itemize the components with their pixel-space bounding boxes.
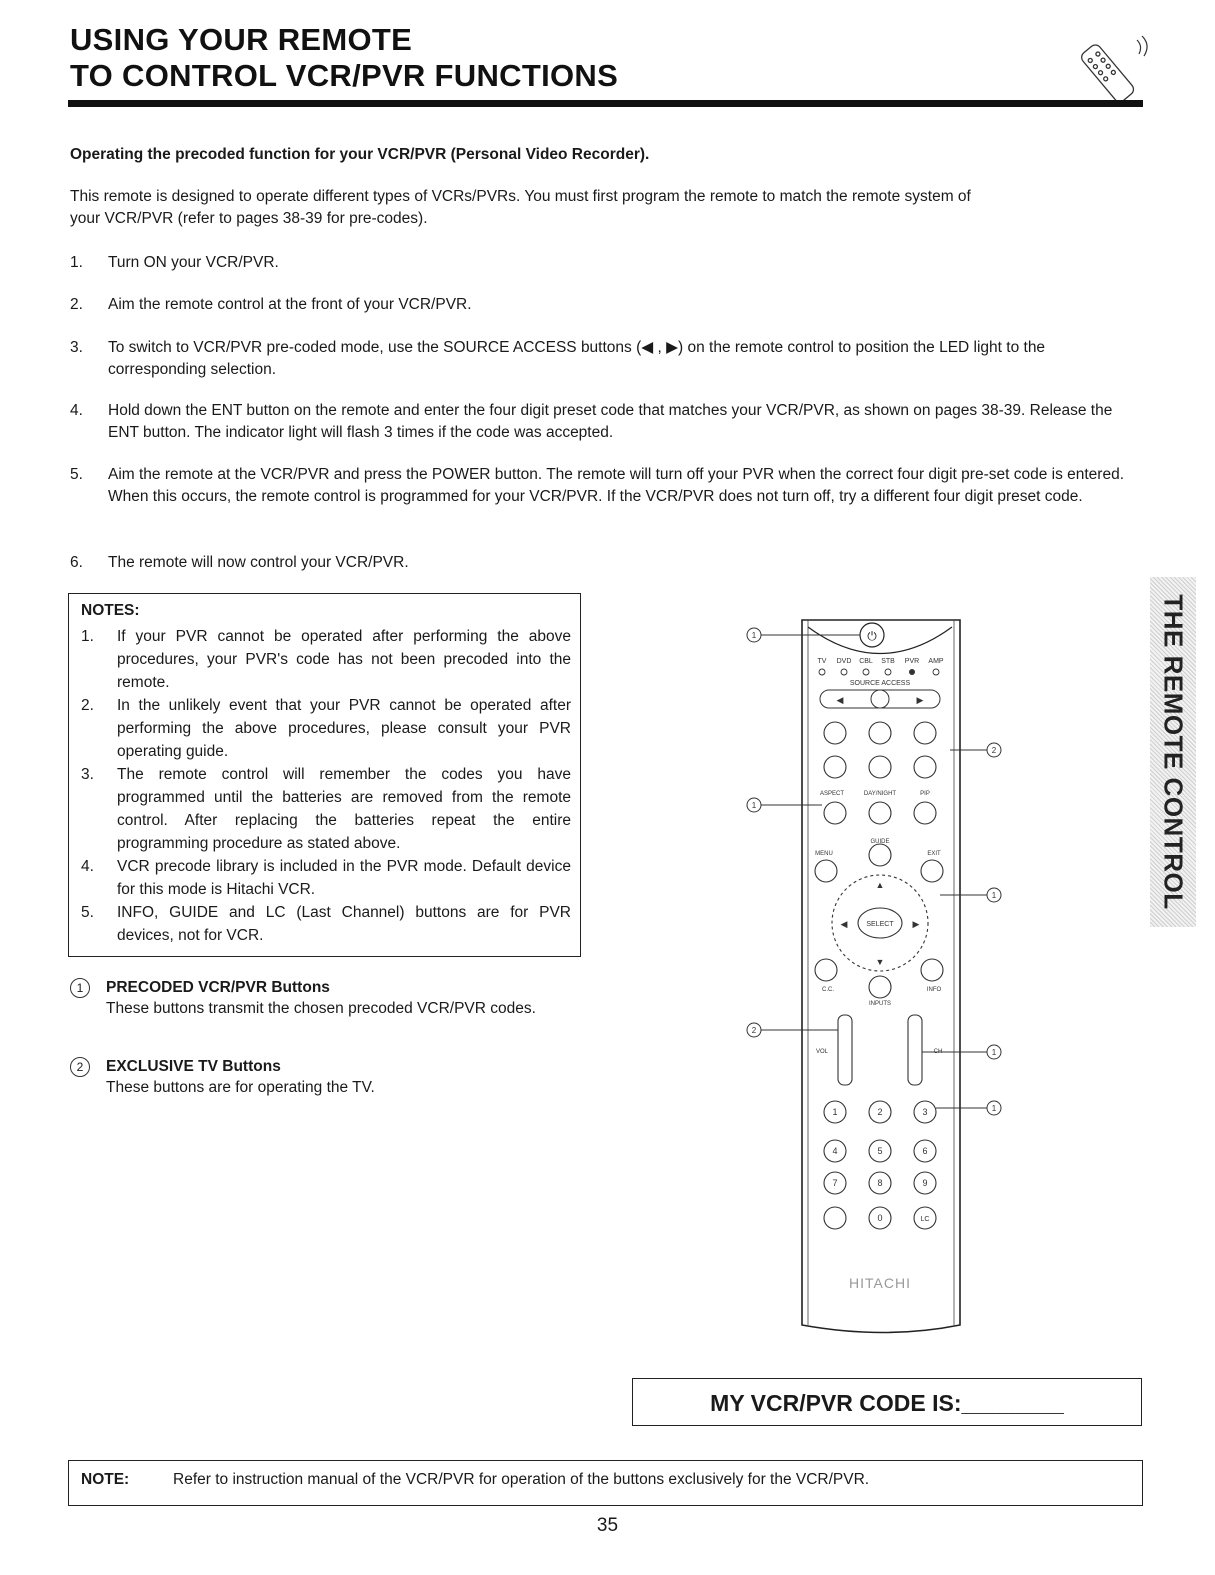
callout-1: 1	[991, 891, 997, 900]
digit-6: 6	[922, 1146, 928, 1156]
title-line-1: USING YOUR REMOTE	[70, 22, 413, 57]
inputs-label: INPUTS	[868, 1001, 892, 1007]
note-item	[81, 901, 571, 947]
callout-marker-1: 1	[70, 978, 90, 998]
note-number: 2.	[81, 697, 94, 714]
note-item	[81, 763, 571, 855]
vol-label: VOL	[815, 1049, 829, 1055]
note-item	[81, 855, 571, 901]
ch-label: CH	[933, 1049, 943, 1055]
source-pvr: PVR	[904, 658, 920, 665]
note-text: VCR precode library is included in the PVR mode. Default device for this mode is Hitachi VCR.	[117, 858, 571, 898]
digit-9: 9	[922, 1178, 928, 1188]
legend-heading: EXCLUSIVE TV Buttons	[106, 1058, 281, 1075]
legend-description: These buttons transmit the chosen precoded VCR/PVR codes.	[106, 1000, 536, 1017]
svg-text:▼: ▼	[875, 957, 885, 967]
step-2	[70, 294, 1145, 316]
source-amp: AMP	[928, 658, 944, 665]
source-tv: TV	[817, 658, 827, 665]
guide-label: GUIDE	[870, 839, 890, 845]
source-dvd: DVD	[836, 658, 852, 665]
note-number: 4.	[81, 858, 94, 875]
info-label: INFO	[926, 987, 942, 993]
step-3	[70, 337, 1145, 381]
remote-illustration	[740, 605, 1030, 1345]
legend-heading: PRECODED VCR/PVR Buttons	[106, 979, 330, 996]
pip-label: PIP	[920, 791, 930, 797]
header-rule	[68, 100, 1143, 107]
step-number: 3.	[70, 339, 83, 356]
side-tab-label: THE REMOTE CONTROL	[1158, 594, 1189, 910]
note-text: The remote control will remember the codes you have programmed until the batteries are removed from the remote control. After replacing the batteries repeat the entire programming procedure as stated above.	[117, 766, 571, 852]
legend-description: These buttons are for operating the TV.	[106, 1079, 375, 1096]
section-side-tab	[1150, 577, 1196, 927]
note-item	[81, 694, 571, 763]
step-text: To switch to VCR/PVR pre-coded mode, use the SOURCE ACCESS buttons (◀ , ▶) on the remote control to position the LED light to the corresponding selection.	[108, 339, 1046, 378]
svg-text:◀: ◀	[840, 919, 848, 929]
exit-label: EXIT	[927, 851, 941, 857]
source-cbl: CBL	[859, 658, 873, 665]
remote-control-icon	[1065, 30, 1155, 100]
step-text: Aim the remote at the VCR/PVR and press the POWER button. The remote will turn off your PVR when the correct four digit pre-set code is entered. When this occurs, the remote control is programmed for your VCR/PVR. If the VCR/PVR does not turn off, try a different four digit preset code.	[108, 466, 1125, 505]
title-line-2: TO CONTROL VCR/PVR FUNCTIONS	[70, 58, 619, 93]
step-number: 5.	[70, 466, 83, 483]
digit-4: 4	[832, 1146, 838, 1156]
digit-8: 8	[877, 1178, 883, 1188]
note-box	[68, 1460, 1143, 1506]
menu-label: MENU	[815, 851, 833, 857]
digit-5: 5	[877, 1146, 883, 1156]
note-text: If your PVR cannot be operated after performing the above procedures, your PVR's code has not been precoded into the remote.	[117, 628, 571, 691]
note-text: In the unlikely event that your PVR cannot be operated after performing the above procedures, please consult your PVR operating guide.	[117, 697, 571, 760]
notes-box	[68, 593, 581, 957]
step-5	[70, 464, 1145, 508]
legend-exclusive-tv	[70, 1056, 590, 1098]
step-text: Turn ON your VCR/PVR.	[108, 254, 279, 271]
digit-3: 3	[922, 1107, 928, 1117]
step-number: 6.	[70, 554, 83, 571]
note-item	[81, 625, 571, 694]
svg-text:▲: ▲	[875, 880, 885, 890]
code-box	[632, 1378, 1142, 1426]
source-access-label: SOURCE ACCESS	[849, 680, 911, 687]
callout-1: 1	[991, 1104, 997, 1113]
step-1	[70, 252, 1145, 274]
intro-line-1: This remote is designed to operate different types of VCRs/PVRs. You must first program the remote to match the remote system of	[70, 188, 971, 205]
select-label: SELECT	[866, 921, 894, 928]
note-number: 1.	[81, 628, 94, 645]
note-number: 3.	[81, 766, 94, 783]
svg-text:⏻: ⏻	[867, 629, 877, 643]
digit-2: 2	[877, 1107, 883, 1117]
callout-1: 1	[991, 1048, 997, 1057]
aspect-label: ASPECT	[819, 791, 845, 797]
digit-0: 0	[877, 1213, 883, 1223]
note-label: NOTE:	[81, 1471, 130, 1488]
step-number: 2.	[70, 296, 83, 313]
step-4	[70, 400, 1145, 444]
note-text: INFO, GUIDE and LC (Last Channel) buttons are for PVR devices, not for VCR.	[117, 904, 571, 944]
note-number: 5.	[81, 904, 94, 921]
page-title	[70, 22, 618, 94]
step-number: 4.	[70, 402, 83, 419]
intro-line-2: your VCR/PVR (refer to pages 38-39 for pre-codes).	[70, 210, 428, 227]
callout-2: 1	[751, 801, 757, 810]
notes-title: NOTES:	[81, 602, 140, 619]
callout-marker-2: 2	[70, 1057, 90, 1077]
step-text: Aim the remote control at the front of your VCR/PVR.	[108, 296, 472, 313]
digit-7: 7	[832, 1178, 838, 1188]
source-stb: STB	[881, 658, 895, 665]
svg-text:◀: ◀	[836, 695, 844, 705]
legend-precoded	[70, 977, 590, 1019]
lc-label: LC	[920, 1216, 930, 1223]
digit-1: 1	[832, 1107, 838, 1117]
callout-2: 2	[751, 1026, 757, 1035]
step-number: 1.	[70, 254, 83, 271]
step-text: The remote will now control your VCR/PVR.	[108, 554, 409, 571]
section-heading: Operating the precoded function for your VCR/PVR (Personal Video Recorder).	[70, 146, 650, 163]
day-night-label: DAY/NIGHT	[863, 791, 897, 797]
brand-label: HITACHI	[849, 1275, 911, 1291]
callout-1: 1	[751, 631, 757, 640]
svg-text:▶: ▶	[912, 919, 920, 929]
intro-paragraph	[70, 186, 1145, 230]
page-number: 35	[596, 1515, 619, 1536]
step-6	[70, 552, 1145, 574]
step-text: Hold down the ENT button on the remote and enter the four digit preset code that matches your VCR/PVR, as shown on pages 38-39. Release the ENT button. The indicator light will flash 3 times if the code was accepted.	[108, 402, 1113, 441]
callout-1: 2	[991, 746, 997, 755]
svg-text:▶: ▶	[916, 695, 924, 705]
code-box-label: MY VCR/PVR CODE IS:________	[710, 1390, 1064, 1416]
cc-label: C.C.	[822, 987, 834, 993]
note-text: Refer to instruction manual of the VCR/PVR for operation of the buttons exclusively for the VCR/PVR.	[173, 1471, 870, 1488]
